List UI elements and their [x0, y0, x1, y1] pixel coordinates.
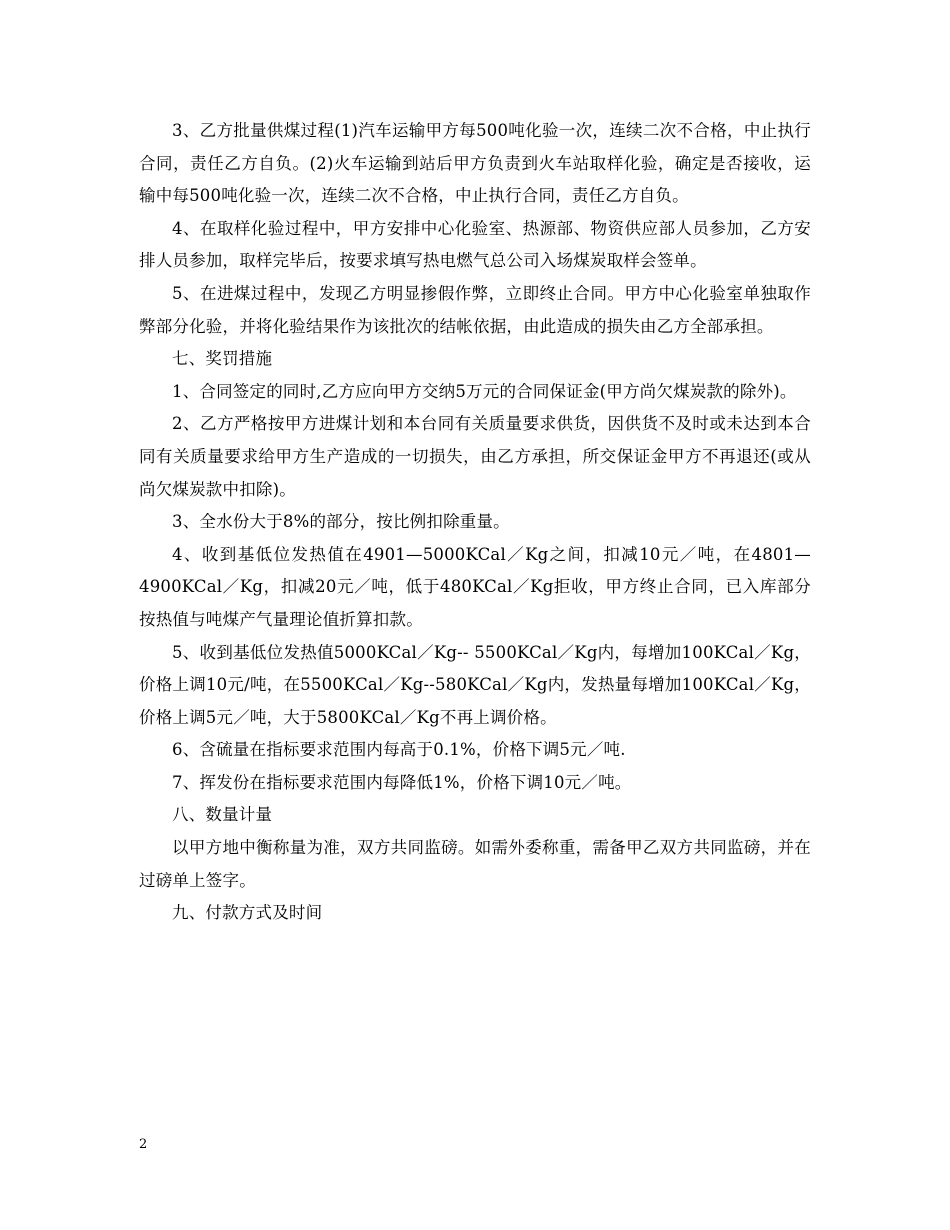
paragraph-supply-quality: 2、乙方严格按甲方进煤计划和本台同有关质量要求供货，因供货不及时或未达到本合同有关质量要求给甲方生产造成的一切损失，由乙方承担，所交保证金甲方不再退还(或从尚欠煤炭款中扣除)。 [139, 414, 811, 499]
paragraph-supply-process: 3、乙方批量供煤过程(1)汽车运输甲方每500吨化验一次，连续二次不合格，中止执行合同，责任乙方自负。(2)火车运输到站后甲方负责到火车站取样化验，确定是否接收，运输中每500吨化验一次，连续二次不合格，中止执行合同，责任乙方自负。 [139, 121, 811, 206]
paragraph-weighing: 以甲方地中衡称量为准，双方共同监磅。如需外委称重，需备甲乙双方共同监磅，并在过磅单上签字。 [139, 838, 811, 890]
paragraph-deposit: 1、合同签定的同时,乙方应向甲方交纳5万元的合同保证金(甲方尚欠煤炭款的除外)。 [172, 381, 797, 401]
paragraph-high-calorific: 5、收到基低位发热值5000KCal／Kg-- 5500KCal／Kg内，每增加100KCal／Kg，价格上调10元/吨，在5500KCal／Kg--580KCal／Kg内，发热量每增加100KCal／Kg，价格上调5元／吨，大于5800KCal／Kg不再上调价格。 [139, 642, 811, 727]
section-heading-rewards-penalties: 七、奖罚措施 [172, 349, 273, 369]
paragraph-low-calorific: 4、收到基低位发热值在4901—5000KCal／Kg之间，扣减10元／吨，在4801—4900KCal／Kg，扣减20元／吨，低于480KCal／Kg拒收，甲方终止合同，已入库部分按热值与吨煤产气量理论值折算扣款。 [139, 544, 811, 629]
paragraph-volatile: 7、挥发份在指标要求范围内每降低1%，价格下调10元／吨。 [172, 772, 632, 792]
page-number: 2 [139, 1137, 148, 1152]
paragraph-moisture: 3、全水份大于8%的部分，按比例扣除重量。 [172, 512, 510, 532]
section-heading-quantity: 八、数量计量 [172, 805, 273, 825]
paragraph-fraud-termination: 5、在进煤过程中，发现乙方明显掺假作弊，立即终止合同。甲方中心化验室单独取作弊部分化验，并将化验结果作为该批次的结帐依据，由此造成的损失由乙方全部承担。 [139, 283, 811, 336]
document-body [139, 115, 811, 930]
paragraph-sulfur: 6、含硫量在指标要求范围内每高于0.1%，价格下调5元／吨. [172, 740, 626, 760]
section-heading-payment: 九、付款方式及时间 [172, 903, 323, 923]
paragraph-sampling-process: 4、在取样化验过程中，甲方安排中心化验室、热源部、物资供应部人员参加，乙方安排人员参加，取样完毕后，按要求填写热电燃气总公司入场煤炭取样会签单。 [139, 218, 811, 271]
